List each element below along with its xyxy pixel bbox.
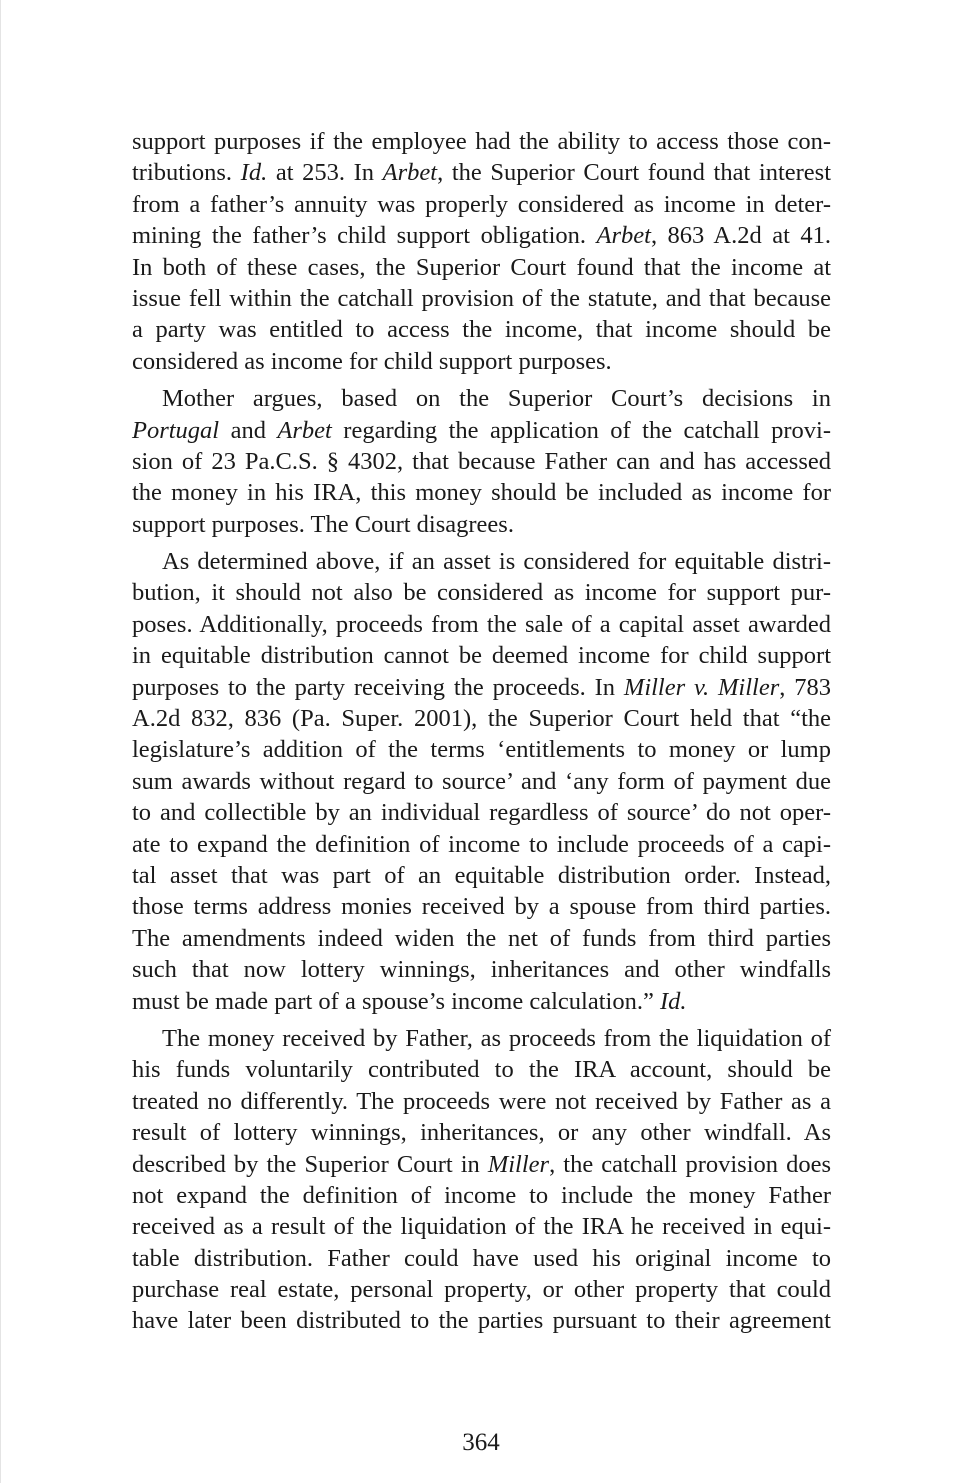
text-segment: his funds voluntarily contributed to the IRA account, should be (132, 1056, 831, 1084)
text-segment: The money received by Father, as proceeds from the liquidation of (162, 1024, 831, 1052)
text-segment: mining the father’s child support obligation. (132, 222, 597, 250)
text-line (132, 189, 831, 220)
text-segment: support purposes. The Court disagrees. (132, 510, 514, 538)
text-line (132, 734, 831, 765)
text-line (132, 923, 831, 954)
text-line (132, 829, 831, 860)
text-segment: tal asset that was part of an equitable distribution order. Instead, (132, 861, 831, 889)
text-segment: , the Superior Court found that interest (437, 159, 832, 187)
italic-citation: Arbet (277, 416, 332, 444)
text-segment: In both of these cases, the Superior Court found that the income at (132, 253, 831, 281)
text-line (132, 766, 831, 797)
text-segment: legislature’s addition of the terms ‘entitlements to money or lump (132, 736, 831, 764)
text-line (132, 1180, 831, 1211)
body-text (132, 126, 831, 1337)
text-line (132, 1243, 831, 1274)
text-line (132, 986, 831, 1017)
text-segment: to and collectible by an individual regardless of source’ do not oper- (132, 799, 831, 827)
text-line (132, 640, 831, 671)
text-segment: As determined above, if an asset is considered for equitable distri- (162, 548, 831, 576)
text-segment: sum awards without regard to source’ and ‘any form of payment due (132, 767, 831, 795)
text-segment: regarding the application of the catchall provi- (331, 416, 832, 444)
text-segment: tributions. (132, 159, 241, 187)
italic-citation: Miller (487, 1150, 550, 1178)
text-segment: , the catchall provision does (549, 1150, 831, 1178)
text-segment: poses. Additionally, proceeds from the sale of a capital asset awarded (132, 610, 831, 638)
text-line (132, 1054, 831, 1085)
text-segment: described by the Superior Court in (132, 1150, 488, 1178)
text-line (132, 314, 831, 345)
text-segment: received as a result of the liquidation of the IRA he received in equi- (132, 1213, 831, 1241)
page-number: 364 (462, 1429, 500, 1456)
text-segment: , 783 (779, 673, 831, 701)
text-line (132, 1086, 831, 1117)
text-line (132, 1274, 831, 1305)
text-line (132, 1211, 831, 1242)
text-line (132, 283, 831, 314)
paragraph-4 (132, 1023, 831, 1337)
text-segment: treated no differently. The proceeds were not received by Father as a (132, 1087, 831, 1115)
text-line (132, 220, 831, 251)
text-segment: ate to expand the definition of income to include proceeds of a capi- (132, 830, 831, 858)
text-segment: must be made part of a spouse’s income calculation.” (132, 987, 660, 1015)
paragraph-1 (132, 126, 831, 377)
text-line (132, 446, 831, 477)
text-segment: a party was entitled to access the income, that income should be (132, 316, 831, 344)
paragraph-2 (132, 383, 831, 540)
text-segment: result of lottery winnings, inheritances, or any other windfall. As (132, 1119, 831, 1147)
text-segment: issue fell within the catchall provision of the statute, and that because (132, 284, 831, 312)
text-line (132, 891, 831, 922)
text-segment: The amendments indeed widen the net of funds from third parties (132, 924, 831, 952)
text-line (132, 672, 831, 703)
italic-citation: Arbet (382, 159, 438, 187)
paragraph-3 (132, 546, 831, 1017)
text-segment: purchase real estate, personal property, or other property that could (132, 1276, 831, 1304)
text-line (132, 797, 831, 828)
text-segment: in equitable distribution cannot be deemed income for child support (132, 642, 831, 670)
text-line (132, 577, 831, 608)
text-line (132, 1023, 831, 1054)
text-segment: from a father’s annuity was properly considered as income in deter- (132, 190, 831, 218)
text-line (132, 703, 831, 734)
text-segment: considered as income for child support purposes. (132, 347, 612, 375)
text-line (132, 126, 831, 157)
text-segment: bution, it should not also be considered as income for support pur- (132, 579, 831, 607)
text-line (132, 346, 831, 377)
text-segment: table distribution. Father could have used his original income to (132, 1244, 831, 1272)
italic-citation: Arbet (596, 222, 651, 250)
text-segment: support purposes if the employee had the ability to access those con- (132, 128, 831, 155)
italic-citation: Id. (659, 987, 687, 1015)
text-segment: Mother argues, based on the Superior Court’s decisions in (162, 385, 831, 413)
text-line (132, 157, 831, 188)
text-segment: such that now lottery winnings, inheritances and other windfalls (132, 956, 831, 984)
text-segment: sion of 23 Pa.C.S. § 4302, that because Father can and has accessed (132, 447, 831, 475)
text-segment: purposes to the party receiving the proceeds. In (132, 673, 624, 701)
text-line (132, 860, 831, 891)
italic-citation: Portugal (132, 416, 220, 444)
text-line (132, 1305, 831, 1336)
text-segment: not expand the definition of income to include the money Father (132, 1181, 831, 1209)
text-line (132, 1149, 831, 1180)
text-segment: those terms address monies received by a spouse from third parties. (132, 893, 831, 921)
text-line (132, 1117, 831, 1148)
italic-citation: Miller v. Miller (623, 673, 780, 701)
text-segment: , 863 A.2d at 41. (650, 222, 831, 250)
text-line (132, 609, 831, 640)
text-segment: the money in his IRA, this money should be included as income for (132, 479, 831, 507)
text-line (132, 954, 831, 985)
text-line (132, 509, 831, 540)
text-line (132, 415, 831, 446)
text-line (132, 546, 831, 577)
text-segment: and (219, 416, 278, 444)
text-segment: A.2d 832, 836 (Pa. Super. 2001), the Superior Court held that “the (132, 705, 831, 733)
italic-citation: Id. (240, 159, 268, 187)
text-segment: at 253. In (267, 159, 383, 187)
text-line (132, 252, 831, 283)
text-line (132, 477, 831, 508)
text-line (132, 383, 831, 414)
text-segment: have later been distributed to the parties pursuant to their agreement (132, 1307, 831, 1335)
